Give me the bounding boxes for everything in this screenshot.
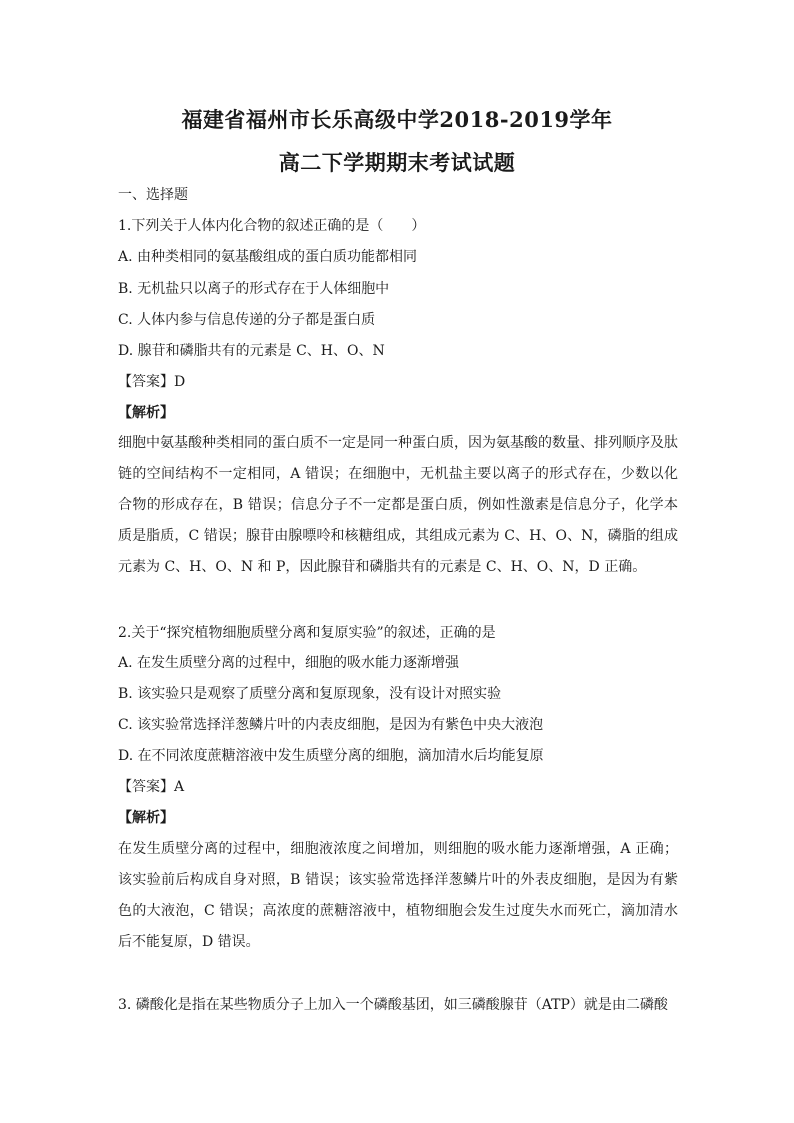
- question-1-answer: 【答案】D: [118, 374, 186, 390]
- question-2-option-a: A. 在发生质壁分离的过程中，细胞的吸水能力逐渐增强: [118, 655, 460, 671]
- question-1-option-d: D. 腺苷和磷脂共有的元素是 C、H、O、N: [118, 343, 385, 359]
- question-2-analysis-label: 【解析】: [118, 810, 174, 826]
- section-heading: 一、选择题: [118, 187, 188, 203]
- question-2-option-b: B. 该实验只是观察了质壁分离和复原现象，没有设计对照实验: [118, 686, 502, 702]
- question-1-option-a: A. 由种类相同的氨基酸组成的蛋白质功能都相同: [118, 249, 418, 265]
- document-title-line-1: 福建省福州市长乐高级中学2018-2019学年: [181, 107, 613, 132]
- question-1-stem: 1.下列关于人体内化合物的叙述正确的是（ ）: [118, 218, 426, 234]
- question-1-analysis-label: 【解析】: [118, 405, 174, 421]
- document-title-line-2: 高二下学期期末考试试题: [278, 150, 516, 175]
- question-2-stem: 2.关于“探究植物细胞质壁分离和复原实验”的叙述，正确的是: [118, 625, 496, 641]
- question-1-analysis: 细胞中氨基酸种类相同的蛋白质不一定是同一种蛋白质，因为氨基酸的数量、排列顺序及肽链的空间结构不一定相同，A 错误；在细胞中，无机盐主要以离子的形式存在，少数以化合物的形成存在，B 错误；信息分子不一定都是蛋白质，例如性激素是信息分子，化学本质是脂质，C 错误；腺苷由腺嘌呤和核糖组成，其组成元素为 C、H、O、N，磷脂的组成元素为 C、H、O、N 和 P，因此腺苷和磷脂共有的元素是 C、H、O、N，D 正确。: [118, 435, 678, 575]
- question-1-option-b: B. 无机盐只以离子的形式存在于人体细胞中: [118, 281, 390, 297]
- question-2-option-d: D. 在不同浓度蔗糖溶液中发生质壁分离的细胞，滴加清水后均能复原: [118, 748, 544, 764]
- question-2-answer: 【答案】A: [118, 779, 185, 795]
- question-1-option-c: C. 人体内参与信息传递的分子都是蛋白质: [118, 312, 376, 328]
- question-2-option-c: C. 该实验常选择洋葱鳞片叶的内表皮细胞，是因为有紫色中央大液泡: [118, 717, 544, 733]
- question-3-stem: 3. 磷酸化是指在某些物质分子上加入一个磷酸基团，如三磷酸腺苷（ATP）就是由二磷酸: [118, 997, 668, 1013]
- question-2-analysis: 在发生质壁分离的过程中，细胞液浓度之间增加，则细胞的吸水能力逐渐增强，A 正确；该实验前后构成自身对照，B 错误；该实验常选择洋葱鳞片叶的外表皮细胞，是因为有紫色的大液泡，C 错误；高浓度的蔗糖溶液中，植物细胞会发生过度失水而死亡，滴加清水后不能复原，D 错误。: [118, 841, 678, 950]
